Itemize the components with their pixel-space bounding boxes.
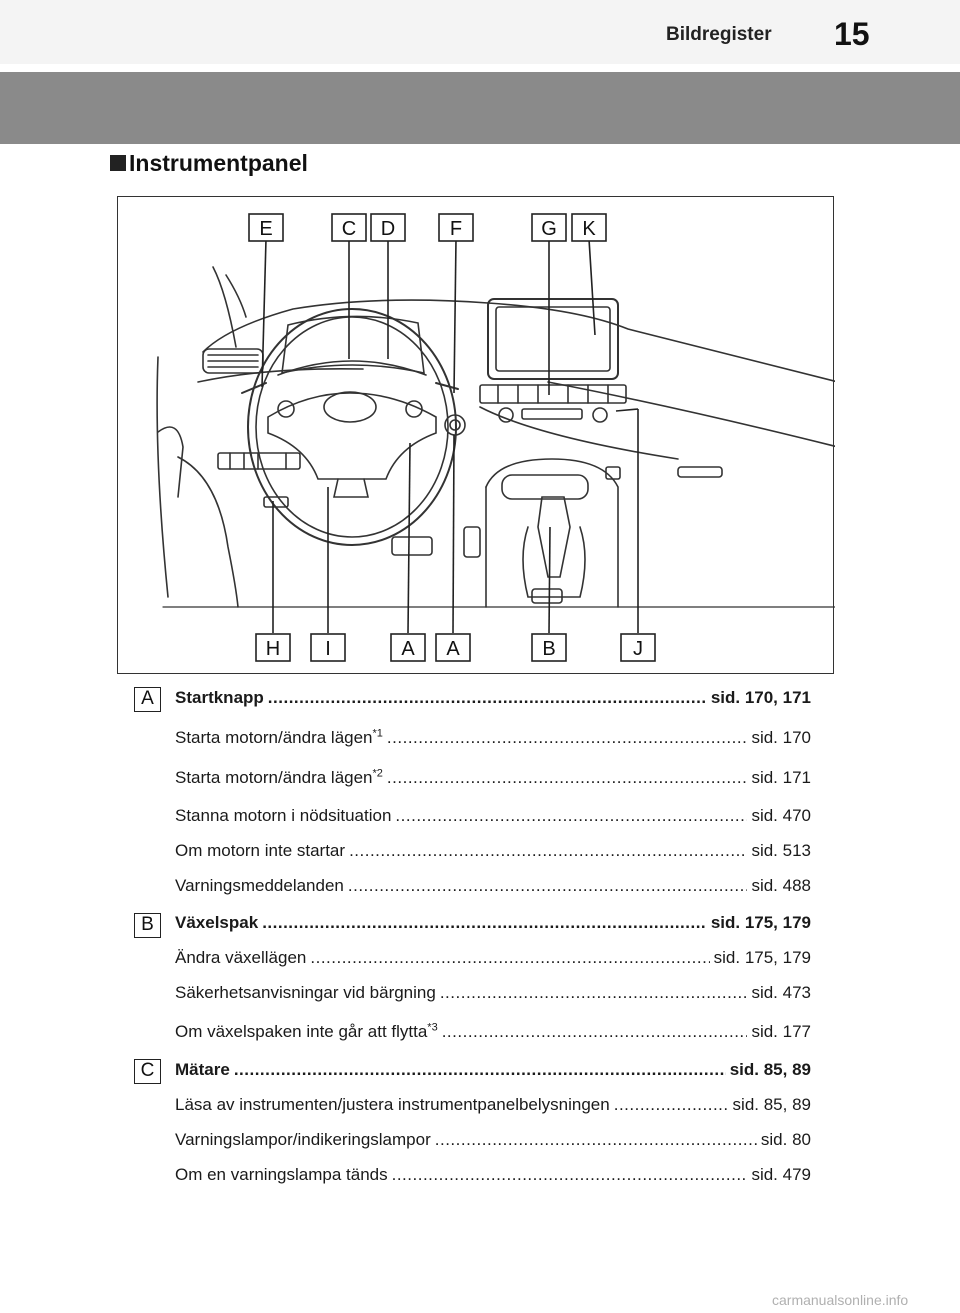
entry-badge: C — [134, 1059, 161, 1084]
leader-dots — [234, 1060, 726, 1080]
page-number: 15 — [834, 16, 870, 52]
item-page: sid. 177 — [751, 1022, 811, 1041]
callout-J: J — [633, 638, 643, 660]
callout-D: D — [380, 218, 396, 240]
entry-item — [175, 876, 811, 896]
callout-F: F — [449, 218, 463, 240]
switch-dividers — [230, 453, 286, 469]
item-footnote: *1 — [372, 727, 383, 740]
top-callouts — [249, 214, 606, 241]
entry-item — [175, 806, 811, 826]
leader-dots — [435, 1130, 757, 1150]
item-text: Starta motorn/ändra lägen — [175, 768, 373, 787]
leader-line-F — [454, 239, 456, 393]
entry-title-row — [175, 913, 811, 933]
callout-E: E — [259, 218, 273, 240]
shift-base — [532, 589, 562, 603]
climate-knob-left — [499, 408, 513, 422]
item-text: Om motorn inte startar — [175, 841, 346, 860]
section-heading — [110, 150, 308, 177]
entry-item — [175, 768, 811, 788]
item-page: sid. 488 — [751, 876, 811, 895]
item-footnote: *3 — [427, 1021, 438, 1034]
header-title: Bildregister — [666, 24, 772, 45]
item-page: sid. 175, 179 — [713, 948, 811, 967]
climate-display — [522, 409, 582, 419]
item-text: Ändra växellägen — [175, 948, 307, 967]
square-bullet-icon — [110, 155, 126, 171]
callout-K: K — [582, 218, 596, 240]
item-page: sid. 80 — [760, 1130, 811, 1149]
watermark: carmanualsonline.info — [772, 1292, 909, 1308]
leader-dots — [442, 1022, 748, 1042]
item-page: sid. 473 — [751, 983, 811, 1002]
item-page: sid. 170 — [751, 728, 811, 747]
entry-item — [175, 1095, 811, 1115]
center-screen — [488, 299, 618, 379]
entry-title: Mätare — [175, 1060, 230, 1079]
entry-title: Startknapp — [175, 688, 264, 707]
shift-boot — [523, 527, 585, 597]
item-page: sid. 171 — [751, 768, 811, 787]
callout-C: C — [341, 218, 357, 240]
left-wheel-buttons — [278, 401, 294, 417]
wheel-bottom-spoke — [334, 479, 368, 497]
item-text: Om växelspaken inte går att flytta — [175, 1022, 428, 1041]
leader-line-A2 — [453, 435, 454, 633]
leader-line-K — [589, 239, 595, 335]
entry-badge: B — [134, 913, 161, 938]
callout-G: G — [541, 218, 557, 240]
door-line — [178, 457, 238, 607]
leader-dots — [614, 1095, 729, 1115]
entry-title: Växelspak — [175, 913, 259, 932]
entry-title-row — [175, 688, 811, 708]
leader-dots — [387, 768, 748, 788]
leader-dots — [348, 876, 748, 896]
door-line — [157, 357, 168, 597]
leader-dots — [310, 948, 709, 968]
header-strip — [0, 0, 960, 64]
dashboard-illustration — [118, 197, 835, 675]
entry-item — [175, 948, 811, 968]
brake-pedal — [392, 537, 432, 555]
leader-dots — [440, 983, 748, 1003]
entry-item — [175, 1022, 811, 1042]
shift-lever — [538, 497, 570, 577]
item-text: Starta motorn/ändra lägen — [175, 728, 373, 747]
leader-line-J-hook — [616, 409, 638, 411]
item-text: Läsa av instrumenten/justera instrumentpanelbelysningen — [175, 1095, 610, 1114]
entry-item — [175, 728, 811, 748]
dash-line — [198, 369, 363, 382]
entry-item — [175, 983, 811, 1003]
section-heading-text: Instrumentpanel — [129, 150, 308, 176]
dashboard-figure — [117, 196, 834, 674]
entry-item — [175, 841, 811, 861]
climate-buttons — [498, 385, 608, 403]
item-text: Varningsmeddelanden — [175, 876, 344, 895]
steering-wheel-rim — [248, 309, 456, 545]
dash-line — [480, 407, 678, 459]
entry-page: sid. 170, 171 — [710, 688, 811, 707]
mode-switch — [606, 467, 620, 479]
leader-dots — [262, 913, 707, 933]
leader-dots — [392, 1165, 748, 1185]
item-page: sid. 470 — [751, 806, 811, 825]
callout-I: I — [325, 638, 331, 660]
item-text: Om en varningslampa tänds — [175, 1165, 388, 1184]
dash-top-line — [203, 300, 488, 352]
leader-dots — [349, 841, 747, 861]
leader-dots — [387, 728, 748, 748]
leader-dots — [268, 688, 707, 708]
vent-slats — [208, 355, 258, 367]
door-handle — [158, 427, 183, 497]
wheel-logo — [324, 392, 376, 422]
wheel-spoke — [278, 361, 426, 375]
item-page: sid. 85, 89 — [732, 1095, 811, 1114]
entry-page: sid. 175, 179 — [710, 913, 811, 932]
climate-knob-right — [593, 408, 607, 422]
entry-title-row — [175, 1060, 811, 1080]
console-tray — [502, 475, 588, 499]
bottom-callouts — [256, 634, 655, 661]
center-console — [486, 459, 618, 607]
item-text: Stanna motorn i nödsituation — [175, 806, 392, 825]
callout-H: H — [265, 638, 281, 660]
entry-item — [175, 1130, 811, 1150]
callout-A2: A — [446, 638, 460, 660]
callout-A: A — [401, 638, 415, 660]
leader-dots — [395, 806, 747, 826]
item-page: sid. 513 — [751, 841, 811, 860]
item-page: sid. 479 — [751, 1165, 811, 1184]
callout-B: B — [542, 638, 556, 660]
dash-line — [548, 382, 835, 447]
item-text: Varningslampor/indikeringslampor — [175, 1130, 431, 1149]
center-screen-inner — [496, 307, 610, 371]
dash-top-line — [488, 303, 835, 382]
entry-badge: A — [134, 687, 161, 712]
leader-line-A — [408, 443, 410, 633]
entry-page: sid. 85, 89 — [729, 1060, 811, 1079]
item-text: Säkerhetsanvisningar vid bärgning — [175, 983, 436, 1002]
glovebox-handle — [678, 467, 722, 477]
item-footnote: *2 — [372, 767, 383, 780]
entry-item — [175, 1165, 811, 1185]
section-band — [0, 72, 960, 144]
accelerator-pedal — [464, 527, 480, 557]
leader-line-B — [549, 527, 550, 633]
